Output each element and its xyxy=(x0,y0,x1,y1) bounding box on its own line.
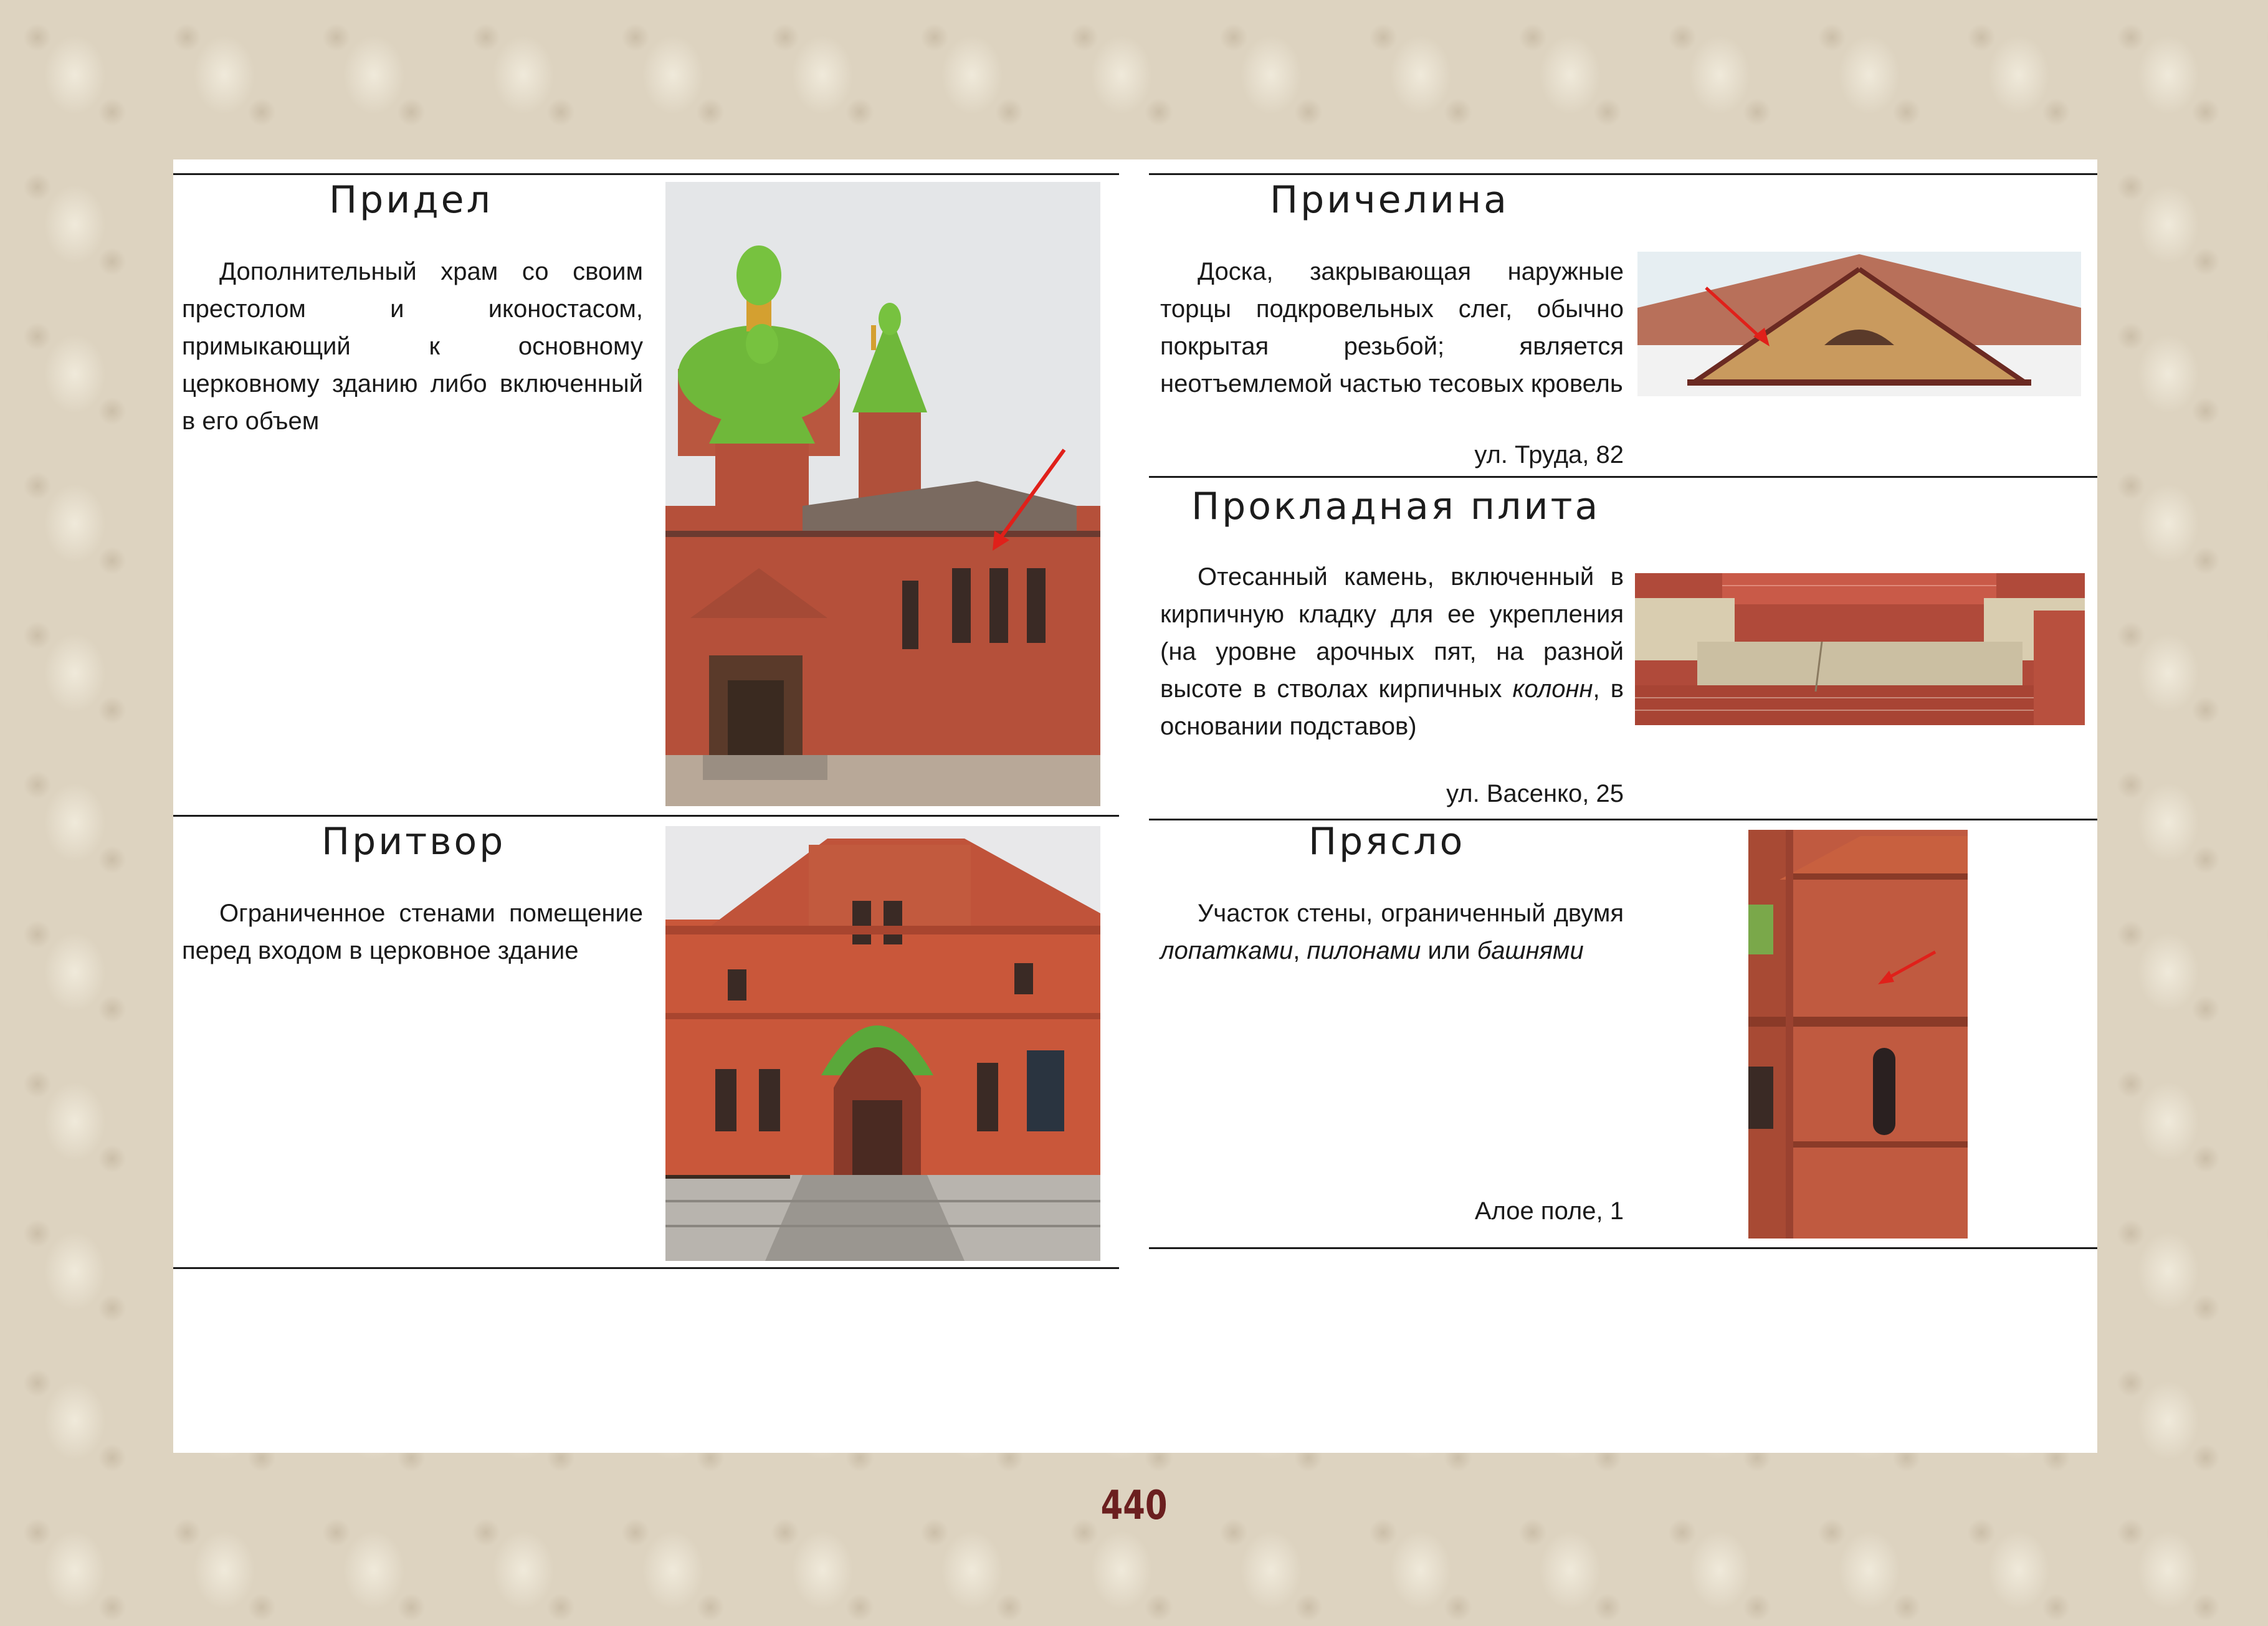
photo-prichelina xyxy=(1637,252,2081,396)
divider-right-1 xyxy=(1149,476,2097,478)
photo-pryaslo xyxy=(1748,830,1968,1239)
entry-address-prichelina: ул. Труда, 82 xyxy=(1474,441,1624,468)
entry-title-pritvor: Притвор xyxy=(322,820,506,863)
entry-title-prokladnaya-plita: Прокладная плита xyxy=(1191,485,1601,528)
term-lopatki: лопатками xyxy=(1160,937,1294,964)
entry-description-pritvor: Ограниченное стенами помещение перед входом в церковное здание xyxy=(182,900,643,964)
photo-pridel xyxy=(665,182,1100,806)
desc-sep-2: или xyxy=(1421,937,1477,964)
term-pilony: пилонами xyxy=(1307,937,1421,964)
desc-text-1: Участок стены, ограниченный двумя xyxy=(1198,900,1624,927)
divider-bottom-left xyxy=(173,1267,1119,1269)
divider-right-2 xyxy=(1149,819,2097,820)
entry-title-pryaslo: Прясло xyxy=(1308,820,1465,863)
term-bashni: башнями xyxy=(1477,937,1584,964)
desc-text-1: Отесанный камень, включенный в кирпичную кладку для ее укрепления (на уровне арочных пят, на разной высоте в стволах кирпичных xyxy=(1160,563,1624,703)
page-number: 440 xyxy=(1100,1483,1168,1529)
divider-top-left xyxy=(173,173,1119,175)
divider-mid-left xyxy=(173,815,1119,817)
entry-description-prokladnaya-plita xyxy=(1160,558,1624,745)
divider-top-right xyxy=(1149,173,2097,175)
entry-address-pryaslo: Алое поле, 1 xyxy=(1474,1197,1624,1225)
desc-text-2: , в основании подставов) xyxy=(1160,675,1624,740)
entry-title-pridel: Придел xyxy=(329,178,493,222)
page-content xyxy=(173,159,2097,1453)
term-kolonn: колонн xyxy=(1512,675,1593,703)
entry-description-prichelina: Доска, закрывающая наружные торцы подкровельных слег, обычно покрытая резьбой; является неотъемлемой частью тесовых кровель xyxy=(1160,258,1624,397)
entry-title-prichelina: Причелина xyxy=(1270,178,1509,222)
entry-address-prokladnaya-plita: ул. Васенко, 25 xyxy=(1446,780,1624,807)
photo-prokladnaya-plita xyxy=(1635,573,2085,725)
entry-description-pridel: Дополнительный храм со своим престолом и иконостасом, примыкающий к основному церковному зданию либо включенный в его объем xyxy=(182,258,643,435)
photo-pritvor xyxy=(665,826,1100,1261)
desc-sep-1: , xyxy=(1293,937,1307,964)
divider-right-3 xyxy=(1149,1247,2097,1249)
entry-description-pryaslo xyxy=(1160,895,1624,969)
